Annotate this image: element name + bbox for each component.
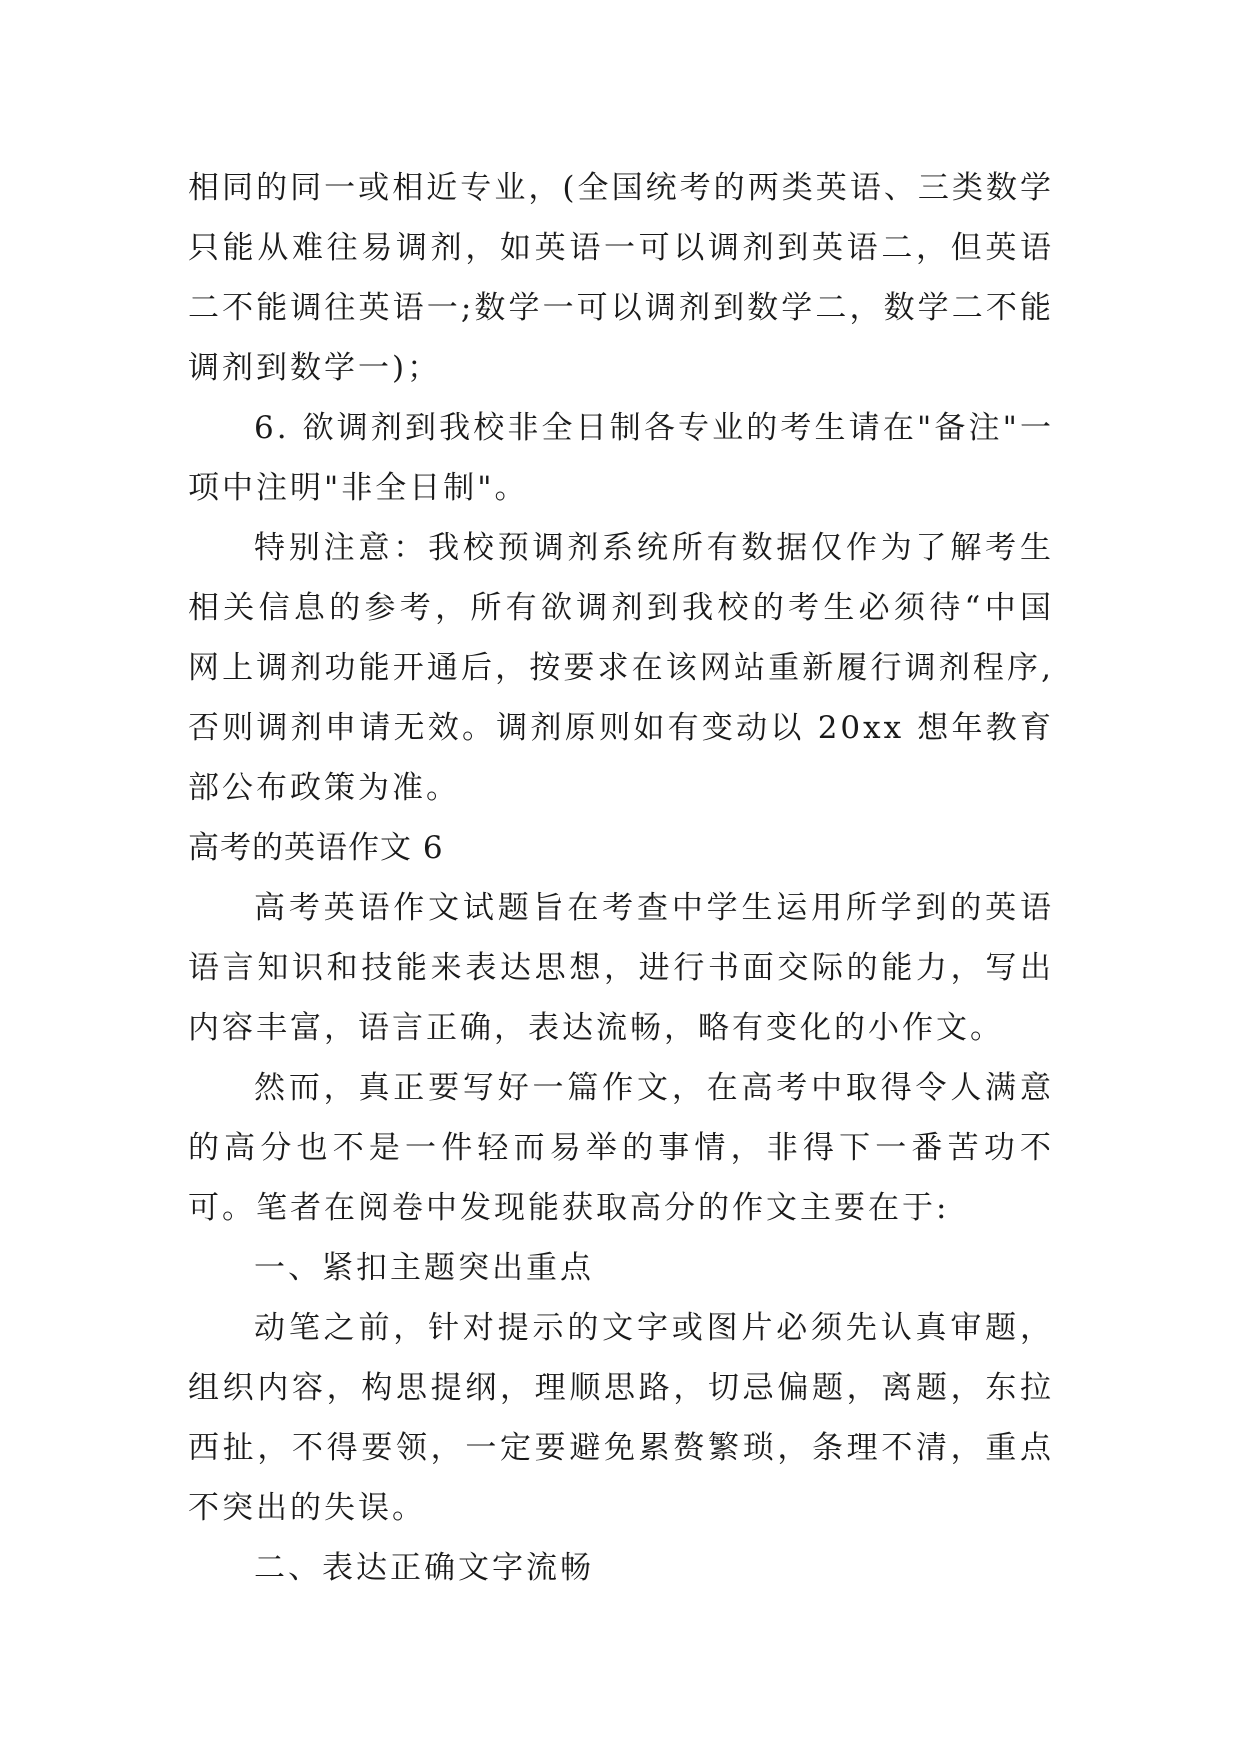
- paragraph-before-writing: 动笔之前，针对提示的文字或图片必须先认真审题，组织内容，构思提纲，理顺思路，切忌偏题，离题，东拉西扯，不得要领，一定要避免累赘繁琐，条理不清，重点不突出的失误。: [188, 1310, 1054, 1526]
- paragraph-adjustment-rules-continued: 相同的同一或相近专业，(全国统考的两类英语、三类数学只能从难往易调剂，如英语一可以调剂到英语二，但英语二不能调往英语一;数学一可以调剂到数学二，数学二不能调剂到数学一)；: [188, 170, 1054, 386]
- paragraph-however: 然而，真正要写好一篇作文，在高考中取得令人满意的高分也不是一件轻而易举的事情，非得下一番苦功不可。笔者在阅卷中发现能获取高分的作文主要在于:: [188, 1070, 1054, 1226]
- section-heading: 高考的英语作文 6: [188, 830, 444, 866]
- subheading-one: 一、紧扣主题突出重点: [254, 1250, 594, 1286]
- paragraph-item-6: 6. 欲调剂到我校非全日制各专业的考生请在"备注"一项中注明"非全日制"。: [188, 410, 1054, 506]
- paragraph-special-notice: 特别注意：我校预调剂系统所有数据仅作为了解考生相关信息的参考，所有欲调剂到我校的考生必须待“中国网上调剂功能开通后，按要求在该网站重新履行调剂程序,否则调剂申请无效。调剂原则如有变动以 20xx 想年教育部公布政策为准。: [188, 530, 1054, 806]
- document-body: [188, 158, 1054, 1598]
- subheading-two: 二、表达正确文字流畅: [254, 1550, 594, 1586]
- paragraph-intro: 高考英语作文试题旨在考查中学生运用所学到的英语语言知识和技能来表达思想，进行书面交际的能力，写出内容丰富，语言正确，表达流畅，略有变化的小作文。: [188, 890, 1054, 1046]
